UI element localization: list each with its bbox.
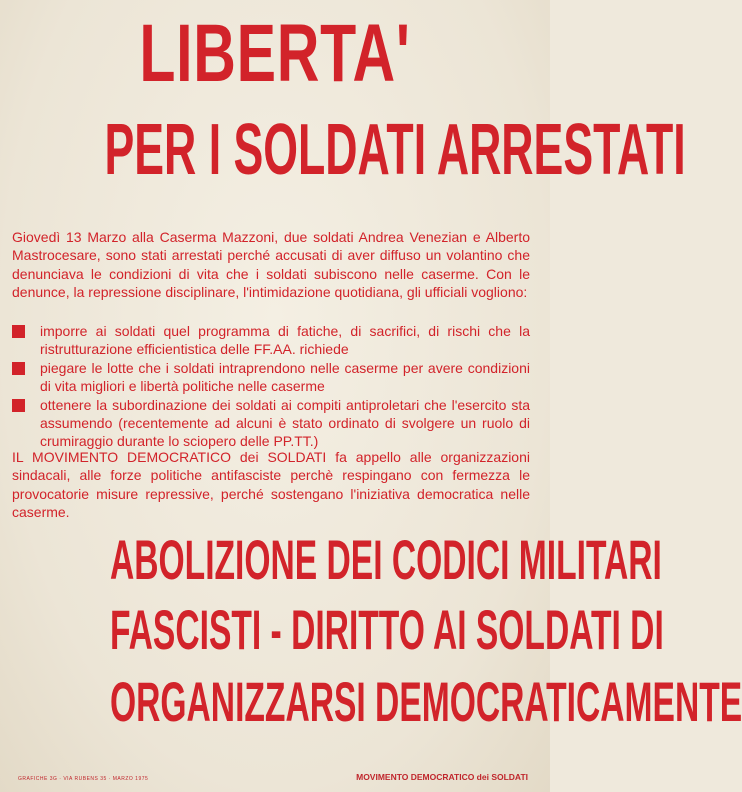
square-bullet-icon (12, 399, 25, 412)
square-bullet-icon (12, 362, 25, 375)
list-item-text: piegare le lotte che i soldati intraprendono nelle caserme per avere condizioni di vita migliori e libertà politiche nelle caserme (40, 359, 530, 395)
slogan-line-3: ORGANIZZARSI DEMOCRATICAMENTE (110, 670, 742, 733)
appeal-paragraph: IL MOVIMENTO DEMOCRATICO dei SOLDATI fa appello alle organizzazioni sindacali, alle forze politiche antifasciste perchè respingano con fermezza le provocatorie misure repressive, perché sostengano l'iniziativa democratica nelle caserme. (12, 449, 530, 521)
square-bullet-icon (12, 325, 25, 338)
list-item (12, 359, 530, 396)
slogan-line-2: FASCISTI - DIRITTO AI SOLDATI DI (110, 598, 664, 661)
intro-paragraph: Giovedì 13 Marzo alla Caserma Mazzoni, due soldati Andrea Venezian e Alberto Mastrocesare, sono stati arrestati perché accusati di aver diffuso un volantino che denunciava le condizioni di vita che i soldati subiscono nelle caserme. Con le denunce, la repressione disciplinare, l'intimidazione quotidiana, gli ufficiali vogliono: (12, 229, 530, 301)
list-item-text: imporre ai soldati quel programma di fatiche, di sacrifici, di rischi che la ristrutturazione efficientistica delle FF.AA. richiede (40, 323, 530, 358)
slogan-line-1: ABOLIZIONE DEI CODICI MILITARI (110, 528, 662, 591)
demands-list (12, 322, 530, 451)
signature: MOVIMENTO DEMOCRATICO dei SOLDATI (356, 772, 528, 782)
poster-title: LIBERTA' (139, 8, 411, 99)
poster-subtitle: PER I SOLDATI ARRESTATI (104, 110, 686, 190)
list-item (12, 396, 530, 451)
list-item (12, 322, 530, 359)
list-item-text: ottenere la subordinazione dei soldati ai compiti antiproletari che l'esercito sta assumendo (recentemente ad alcuni è stato ordinato di svolgere un ruolo di crumiraggio durante lo sciopero delle PP.TT.) (40, 396, 530, 450)
printer-credit: GRAFICHE 3G · VIA RUBENS 35 · MARZO 1975 (18, 776, 149, 782)
